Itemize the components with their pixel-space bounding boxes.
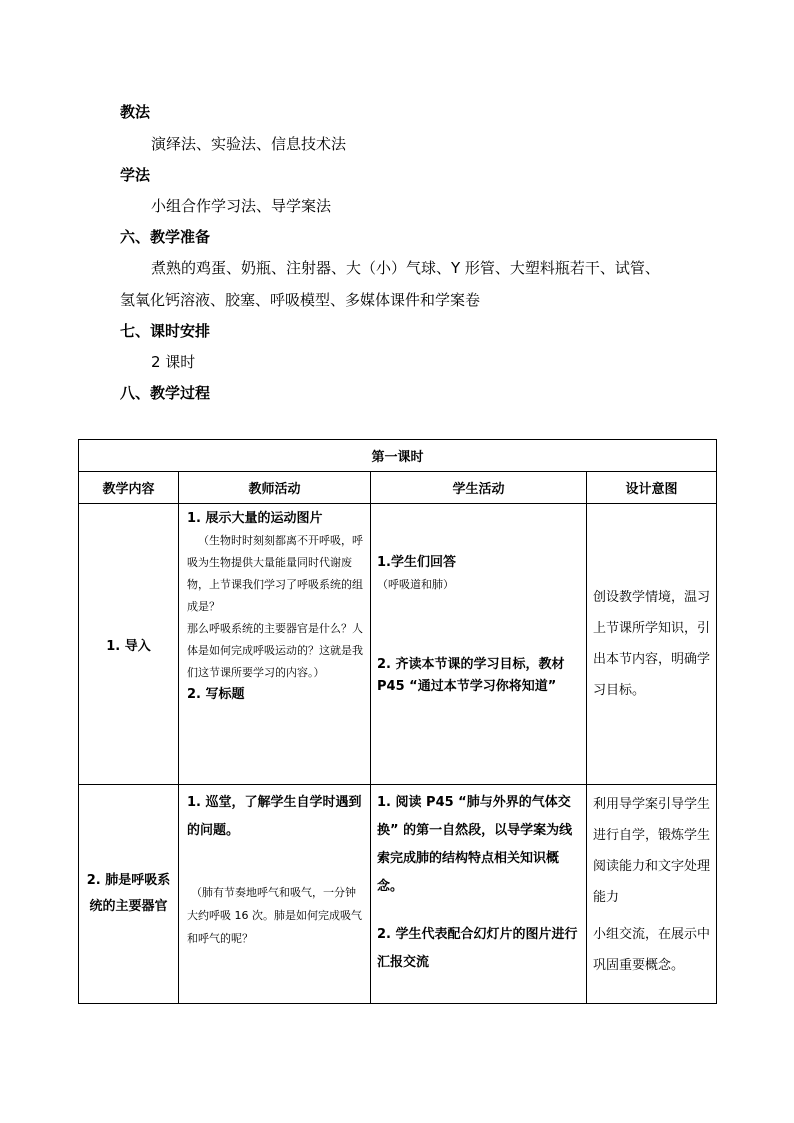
heading-teaching-process: 八、教学过程 — [120, 384, 211, 402]
row2-teacher-note: （肺有节奏地呼气和吸气，一分钟大约呼吸 16 次。肺是如何完成吸气和呼气的呢？ — [187, 886, 362, 945]
row2-teacher — [179, 785, 371, 1004]
row1-teacher-p2: 那么呼吸系统的主要器官是什么？人体是如何完成呼吸运动的？这就是我们这节课所要学习的内容。） — [187, 622, 363, 679]
text-prep-line2: 氢氧化钙溶液、胶塞、呼吸模型、多媒体课件和学案卷 — [120, 291, 481, 309]
heading-teaching-prep: 六、教学准备 — [120, 228, 211, 246]
row1-student-note: （呼吸道和肺） — [377, 578, 454, 591]
row1-teacher-p1: （生物时时刻刻都离不开呼吸，呼吸为生物提供大量能量同时代谢废物，上节课我们学习了呼吸系统的组成是？ — [187, 534, 363, 613]
table-row — [79, 504, 717, 785]
header-content: 教学内容 — [79, 472, 179, 504]
row2-teacher-title: 1. 巡堂，了解学生自学时遇到的问题。 — [187, 795, 362, 838]
row2-design-p1: 利用导学案引导学生进行自学，锻炼学生阅读能力和文字处理能力 — [593, 797, 711, 905]
row1-content-text: 1. 导入 — [106, 638, 151, 654]
header-teacher: 教师活动 — [179, 472, 371, 504]
header-design: 设计意图 — [587, 472, 717, 504]
text-schedule: 2 课时 — [151, 353, 196, 371]
table-title-row — [79, 440, 717, 472]
row1-student-title: 1.学生们回答 — [377, 555, 456, 570]
row1-design-text: 创设教学情境，温习上节课所学知识，引出本节内容，明确学习目标。 — [593, 590, 711, 698]
text-jiaofa: 演绎法、实验法、信息技术法 — [151, 135, 347, 153]
row2-content-text: 2. 肺是呼吸系统的主要器官 — [86, 873, 171, 914]
header-student: 学生活动 — [371, 472, 587, 504]
row2-design — [587, 785, 717, 1004]
row1-student-p2: 2. 齐读本节课的学习目标，教材 P45 “通过本节学习你将知道” — [377, 657, 565, 694]
heading-jiaofa: 教法 — [120, 103, 151, 121]
row1-design — [587, 504, 717, 785]
row1-teacher — [179, 504, 371, 785]
row2-design-p2: 小组交流，在展示中巩固重要概念。 — [593, 927, 711, 973]
table-header-row — [79, 472, 717, 504]
row1-teacher-title: 1. 展示大量的运动图片 — [187, 511, 323, 526]
row2-student — [371, 785, 587, 1004]
row1-student — [371, 504, 587, 785]
text-xuefa: 小组合作学习法、导学案法 — [151, 197, 332, 215]
text-prep-line1: 煮熟的鸡蛋、奶瓶、注射器、大（小）气球、Y 形管、大塑料瓶若干、试管、 — [151, 259, 660, 277]
table-title: 第一课时 — [79, 440, 717, 472]
row2-student-p1: 1. 阅读 P45 “肺与外界的气体交换” 的第一自然段，以导学案为线索完成肺的结构特点相关知识概念。 — [377, 795, 573, 894]
row2-content — [79, 785, 179, 1004]
heading-xuefa: 学法 — [120, 166, 151, 184]
heading-schedule: 七、课时安排 — [120, 322, 211, 340]
table-row — [79, 785, 717, 1004]
row1-teacher-p3: 2. 写标题 — [187, 687, 245, 702]
row1-content — [79, 504, 179, 785]
lesson-table — [78, 439, 717, 1004]
row2-student-p2: 2. 学生代表配合幻灯片的图片进行汇报交流 — [377, 927, 578, 970]
